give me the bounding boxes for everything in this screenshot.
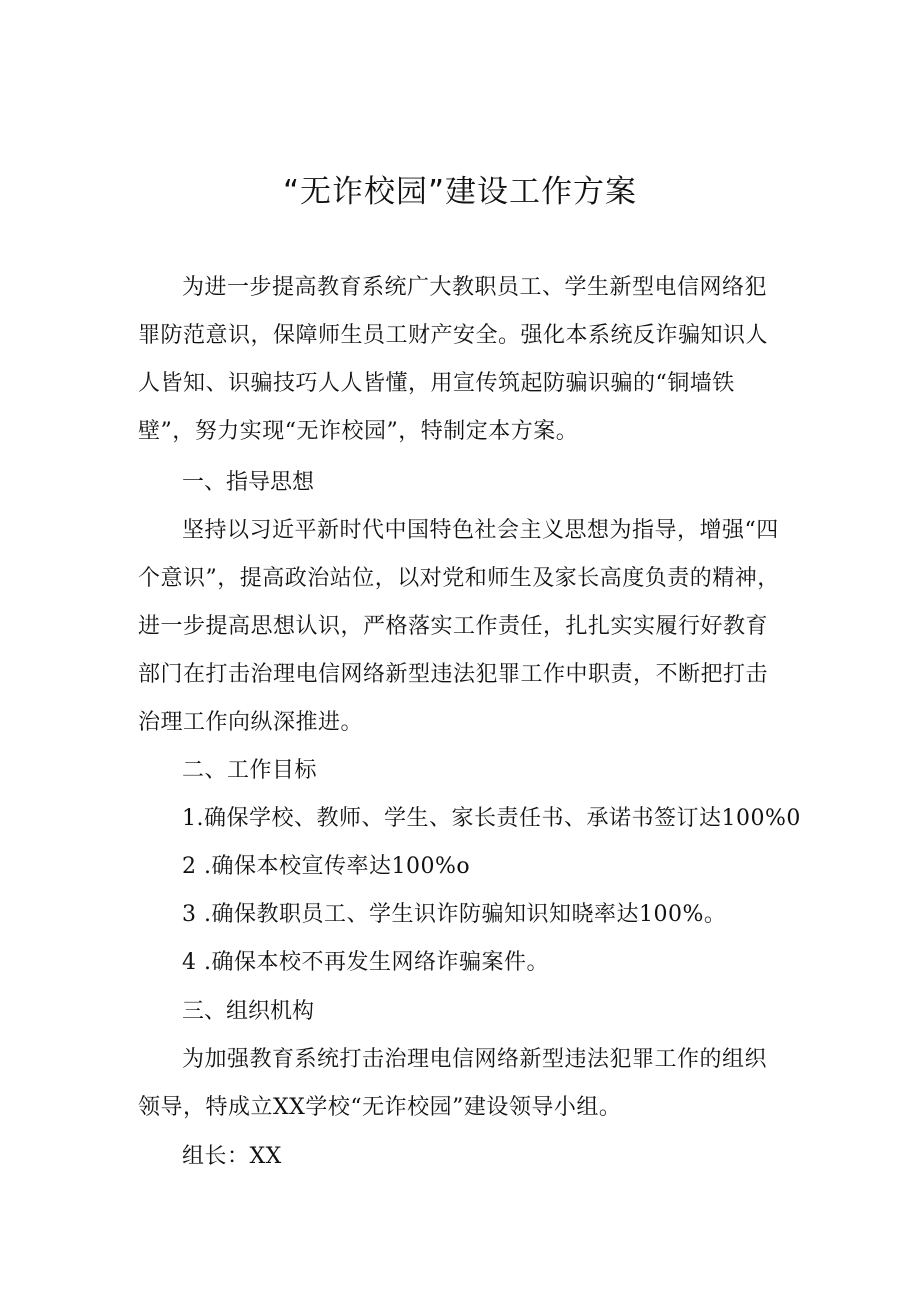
goal-item: 4 .确保本校不再发生网络诈骗案件。 [182, 950, 549, 975]
organization-paragraph [138, 1036, 792, 1132]
group-leader: 组长：XX [182, 1144, 282, 1169]
section-heading-organization: 三、组织机构 [182, 999, 315, 1024]
paragraph-line: 壁”，努力实现“无诈校园”，特制定本方案。 [138, 419, 579, 444]
paragraph-line: 进一步提高思想认识，严格落实工作责任，扎扎实实履行好教育 [138, 614, 769, 639]
paragraph-line: 坚持以习近平新时代中国特色社会主义思想为指导，增强“四 [182, 518, 779, 543]
paragraph-line: 罪防范意识，保障师生员工财产安全。强化本系统反诈骗知识人 [138, 323, 769, 348]
goal-item: 3 .确保教职员工、学生识诈防骗知识知晓率达100%。 [182, 902, 727, 927]
document-title: “无诈校园”建设工作方案 [282, 174, 638, 210]
goal-item: 2 .确保本校宣传率达100%o [182, 854, 471, 879]
intro-paragraph [138, 264, 792, 456]
section-heading-guiding-ideology: 一、指导思想 [182, 470, 315, 495]
paragraph-line: 治理工作向纵深推进。 [138, 710, 364, 735]
guiding-ideology-paragraph [138, 507, 792, 747]
paragraph-line: 领导，特成立XX学校“无诈校园”建设领导小组。 [138, 1095, 622, 1120]
paragraph-line: 个意识”，提高政治站位，以对党和师生及家长高度负责的精神， [138, 566, 780, 591]
section-heading-work-goals: 二、工作目标 [182, 758, 318, 783]
paragraph-line: 部门在打击治理电信网络新型违法犯罪工作中职责，不断把打击 [138, 662, 769, 687]
paragraph-line: 为进一步提高教育系统广大教职员工、学生新型电信网络犯 [182, 275, 768, 300]
paragraph-line: 为加强教育系统打击治理电信网络新型违法犯罪工作的组织 [182, 1047, 768, 1072]
goal-item: 1.确保学校、教师、学生、家长责任书、承诺书签订达100%0 [182, 806, 801, 831]
paragraph-line: 人皆知、识骗技巧人人皆懂，用宣传筑起防骗识骗的“铜墙铁 [138, 371, 735, 396]
